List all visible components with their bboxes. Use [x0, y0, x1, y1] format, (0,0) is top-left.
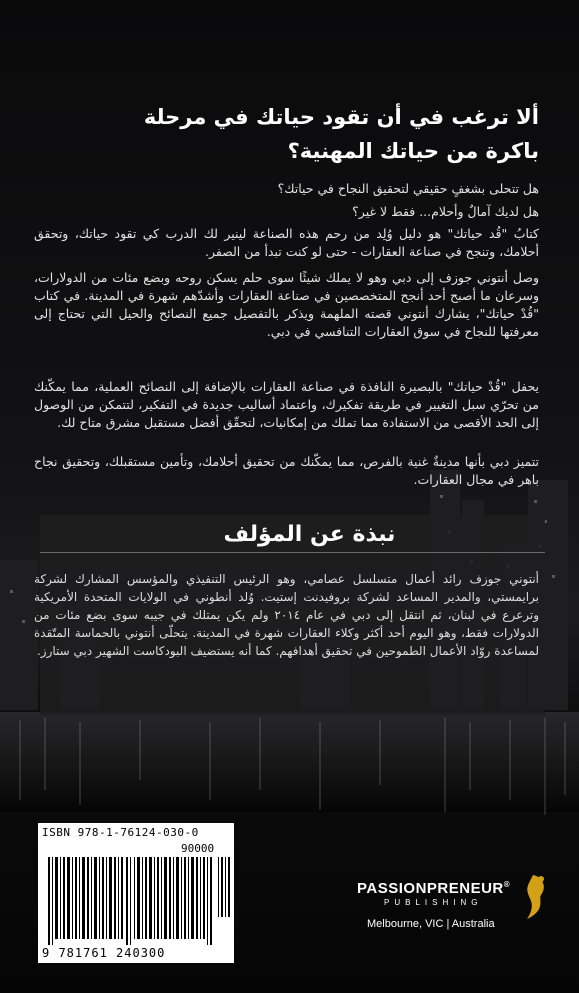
- barcode-bars: [48, 857, 232, 945]
- price-code: 90000: [181, 842, 215, 855]
- paragraph-3: يحفل "قُدْ حياتك" بالبصيرة النافذة في صناعة العقارات بالإضافة إلى النصائح العملية، مما يمكّنك من تحرّي سبل التغيير في طريقة تفكيرك، واعتماد أساليب جديدة في التفكير، لتتمكن من الوصول إلى الحد الأقصى من الاستفادة مما تملك من إمكانيات، لتحقّق أفضل مستقبل مشرق متاح لك.: [34, 379, 539, 430]
- about-author-title: نبذة عن المؤلف: [223, 522, 396, 547]
- paragraph-2: وصل أنتوني جوزف إلى دبي وهو لا يملك شيئًا سوى حلم يسكن روحه وبضع مئات من الدولارات، وسرعان ما أصبح أحد أنجح المتخصصين في صناعة العقارات وأشدّهم شهرة في المدينة. في كتاب "قُدْ حياتك"، يشارك أنتوني قصته الملهمة ويذكر بالتفصيل جميع النصائح والحيل التي تحتاج إلى معرفتها للنجاح في سوق العقارات التنافسي في دبي.: [34, 270, 539, 339]
- about-divider: [40, 552, 545, 553]
- publisher-name-text: PASSIONPRENEUR: [357, 880, 504, 897]
- publisher-location: Melbourne, VIC | Australia: [367, 918, 495, 930]
- intro-question-1: هل تتحلى بشغفٍ حقيقي لتحقيق النجاح في حياتك؟: [277, 181, 539, 196]
- registered-mark: ®: [503, 880, 511, 889]
- headline-line-2: باكرة من حياتك المهنية؟: [287, 139, 539, 163]
- about-author-text: أنتوني جوزف رائد أعمال متسلسل عصامي، وهو الرئيس التنفيذي والمؤسس المشارك لشركة برايمستي، والمدير المساعد لشركة بروفيدنت إستيت. وُلد أنطوني في الولايات المتحدة الأمريكية وترعرع في لبنان، ثم انتقل إلى دبي في عام ٢٠١٤ ولم يكن يمتلك في جيبه سوى بضع مئات من الدولارات فقط، وهو اليوم أحد أكثر وكلاء العقارات شهرة في المدينة. يتحلّى أنتوني بالحماسة المتّقدة لمساعدة روّاد الأعمال الطموحين في تحقيق أهدافهم. كما أنه يستضيف البودكاست الشهير دبي ستارز.: [34, 572, 540, 658]
- publisher-subtitle: PUBLISHING: [384, 898, 483, 907]
- paragraph-4: تتميز دبي بأنها مدينةٌ غنية بالفرص، مما يمكّنك من تحقيق أحلامك، وتأمين مستقبلك، وتحقيق نجاح باهر في مجال العقارات.: [34, 454, 539, 487]
- intro-question-2: هل لديك آمالٌ وأحلام... فقط لا غير؟: [352, 204, 539, 219]
- publisher-name: [357, 880, 510, 897]
- passionpreneur-logo-icon: [523, 873, 549, 921]
- isbn-number: ISBN 978-1-76124-030-0: [42, 826, 199, 839]
- ean-digits: 9 781761 240300: [42, 946, 166, 960]
- headline-line-1: ألا ترغب في أن تقود حياتك في مرحلة: [143, 105, 539, 129]
- paragraph-1: كتابُ "قُد حياتك" هو دليل وُلِد من رحم هذه الصناعة لينير لك الدرب كي تقود حياتك، وتحقق أحلامك، وتنجح في صناعة العقارات - حتى لو كنت تبدأ من الصفر.: [34, 226, 539, 259]
- headline: [39, 100, 539, 168]
